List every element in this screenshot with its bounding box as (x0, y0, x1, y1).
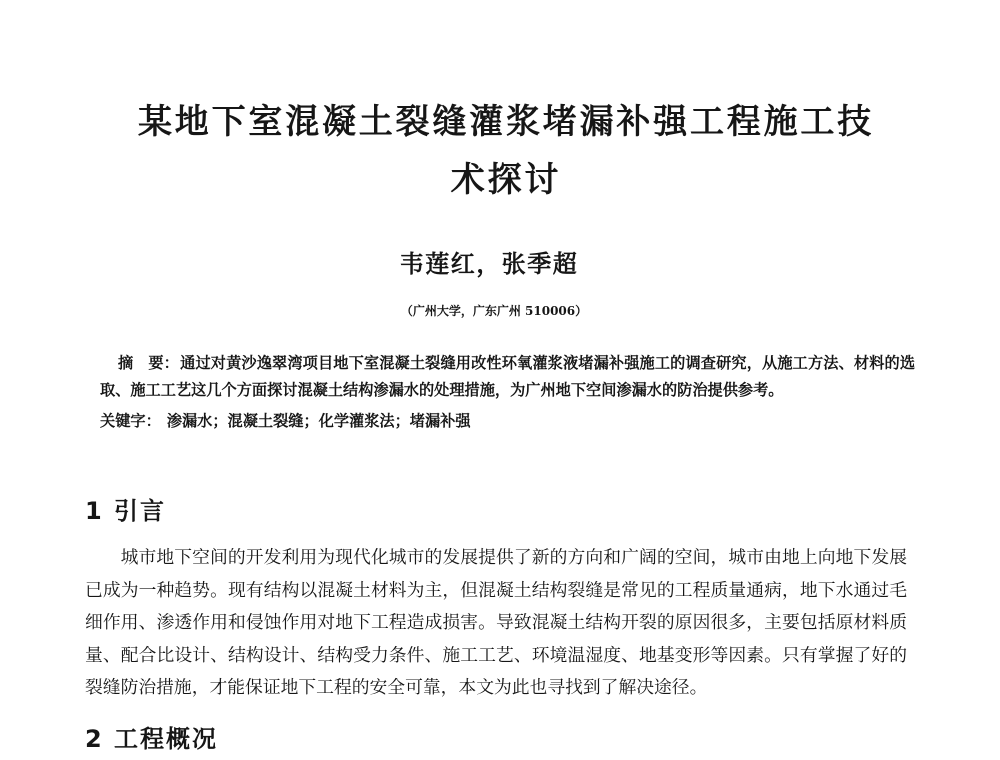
abstract-label: 摘 要： (118, 354, 179, 372)
keywords-text: 渗漏水；混凝土裂缝；化学灌浆法；堵漏补强 (166, 412, 471, 430)
keywords-label: 关键字： (100, 412, 161, 430)
paper-title-line-1: 某地下室混凝土裂缝灌浆堵漏补强工程施工技 (138, 102, 874, 142)
abstract-block (100, 350, 915, 404)
paper-title-line-2: 术探讨 (450, 160, 562, 200)
abstract-text: 通过对黄沙逸翠湾项目地下室混凝土裂缝用改性环氧灌浆液堵漏补强施工的调查研究，从施工方法、材料的选取、施工工艺这几个方面探讨混凝土结构渗漏水的处理措施，为广州地下空间渗漏水的防治提供参考。 (100, 354, 915, 399)
author-affiliation: （广州大学，广东广州 510006） (400, 304, 588, 318)
paper-title (0, 93, 1000, 209)
section-heading-project-overview: 2 工程概况 (85, 725, 219, 753)
introduction-paragraph: 城市地下空间的开发利用为现代化城市的发展提供了新的方向和广阔的空间，城市由地上向地下发展已成为一种趋势。现有结构以混凝土材料为主，但混凝土结构裂缝是常见的工程质量通病，地下水通过毛细作用、渗透作用和侵蚀作用对地下工程造成损害。导致混凝土结构开裂的原因很多，主要包括原材料质量、配合比设计、结构设计、结构受力条件、施工工艺、环境温湿度、地基变形等因素。只有掌握了好的裂缝防治措施，才能保证地下工程的安全可靠，本文为此也寻找到了解决途径。 (85, 547, 907, 698)
keywords-block (100, 408, 915, 435)
paper-authors: 韦莲红，张季超 (399, 250, 579, 278)
section-heading-introduction: 1 引言 (85, 497, 167, 525)
